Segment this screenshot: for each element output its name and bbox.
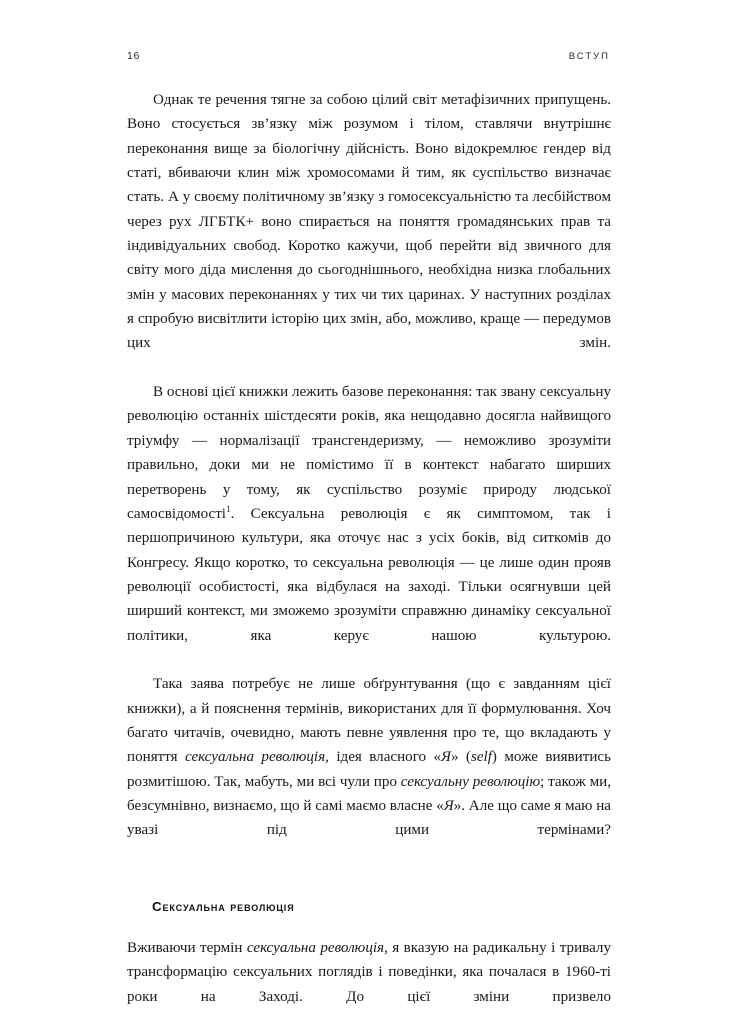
paragraph-2 [127, 380, 611, 672]
section-heading: Сексуальна революція [152, 899, 295, 914]
paragraph-3-seg-0: Така заява потребує не лише обґрунтування (що є завданням цієї книжки), а й пояснення термінів, використаних для її формулювання. Хоч багато читачів, очевидно, мають певне уявлення про те, що вкладають у поняття [127, 676, 611, 766]
paragraph-3 [127, 672, 611, 867]
paragraph-1-text: Однак те речення тягне за собою цілий світ метафізичних припущень. Воно стосується зв’язку між розумом і тілом, ставлячи внутрішнє переконання вище за біологічну дійсність. Воно відокремлює гендер від статі, вбиваючи клин між хромосомами й тим, як суспільство визначає стать. А у своєму політичному зв’язку з гомосексуальністю та лесбійством через рух ЛГБТК+ воно спирається на поняття громадянських прав та індивідуальних свобод. Коротко кажучи, щоб перейти від звичного для світу мого діда мислення до сьогоднішнього, необхідна низка глобальних змін у масових переконаннях у тих чи тих царинах. У наступних розділах я спробую висвітлити історію цих змін, або, можливо, краще — передумов цих змін. [127, 92, 611, 352]
paragraph-4-seg-2: , я вказую на радикальну і тривалу трансформацію сексуальних поглядів і поведінки, яка почалася в 1960-ті роки на Заході. До цієї зміни призвело [127, 940, 611, 1005]
paragraph-2-text-part-2: . Сексуальна революція є як симптомом, так і першопричиною культури, яка оточує нас з усіх боків, від ситкомів до Конгресу. Якщо коротко, то сексуальна революція — це лише один прояв революції особистості, яка відбулася на заході. Тільки осягнувши цей ширший контекст, ми зможемо зрозуміти справжню динаміку сексуальної політики, яка керує нашою культурою. [127, 505, 611, 644]
paragraph-4-seg-1-italic: сексуальна революція [246, 940, 385, 956]
paragraph-3-seg-8: ; також ми, безсумнівно, визнаємо, що й самі маємо власне « [127, 773, 612, 814]
paragraph-3-seg-1-italic: сексуальна революція [184, 749, 326, 766]
running-header [127, 46, 610, 66]
paragraph-3-seg-4: » ( [450, 749, 471, 766]
paragraph-3-seg-10: ». Але що саме я маю на увазі під цими термінами? [127, 797, 611, 839]
paragraph-4 [127, 936, 611, 1033]
heading-spacer-below [127, 914, 611, 936]
running-head-title: ВСТУП [568, 50, 610, 62]
paragraph-3-seg-6: ) може виявитись розмитішою. Так, мабуть, ми всі чули про [127, 749, 612, 790]
page-number: 16 [127, 50, 140, 62]
paragraph-3-seg-3-italic: Я [441, 749, 451, 766]
paragraph-1 [127, 88, 611, 380]
paragraph-3-seg-7-italic: сексуальну революцію [400, 773, 541, 790]
text-block [127, 88, 611, 1033]
footnote-marker[interactable]: 1 [225, 503, 231, 514]
paragraph-4-seg-0: Вживаючи термін [127, 940, 247, 956]
paragraph-2-text-part-1: В основі цієї книжки лежить базове переконання: так звану сексуальну революцію останніх шістдесяти років, яка нещодавно досягла найвищого тріумфу — нормалізації трансгендеризму, — неможливо зрозуміти правильно, доки ми не помістимо її в контекст набагато ширших перетворень у тому, як суспільство розуміє природу людської самосвідомості [127, 384, 611, 522]
heading-spacer-above [127, 867, 611, 899]
paragraph-3-seg-5-italic: self [470, 749, 492, 766]
paragraph-3-seg-2: , ідея власного « [325, 749, 442, 766]
paragraph-3-seg-9-italic: Я [443, 797, 454, 814]
